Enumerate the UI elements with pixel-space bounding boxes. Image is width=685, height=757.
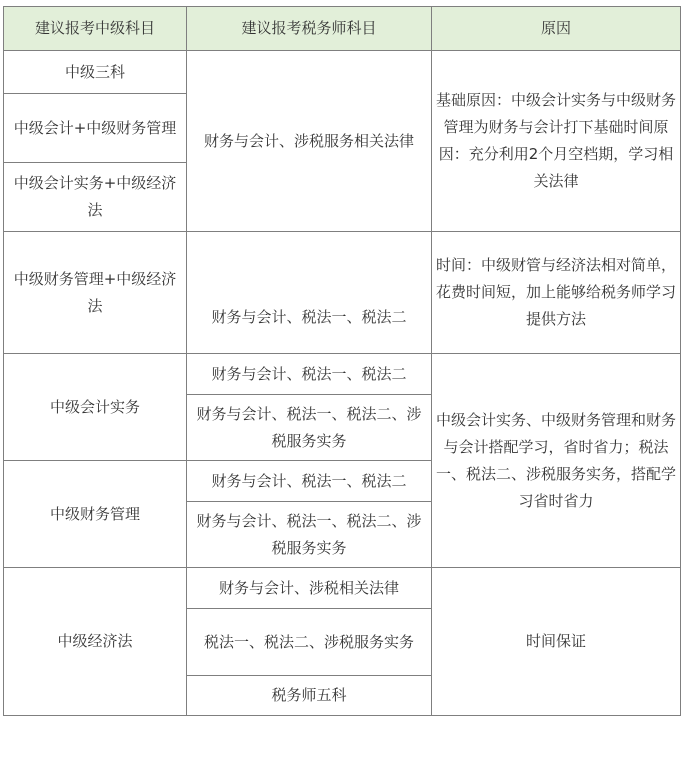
table-row bbox=[4, 51, 681, 94]
table-row bbox=[4, 354, 681, 395]
mid-subject-cell: 中级会计实务 bbox=[4, 354, 187, 461]
mid-subject-cell: 中级财务管理 bbox=[4, 461, 187, 568]
reason-cell: 时间保证 bbox=[432, 568, 681, 716]
tax-subject-cell: 财务与会计、税法一、税法二 bbox=[187, 461, 432, 502]
reason-text: 基础原因：中级会计实务与中级财务管理为财务与会计打下基础时间原因：充分利用2个月空档期，学习相关法律 bbox=[435, 91, 676, 190]
mid-subject-cell: 中级经济法 bbox=[4, 568, 187, 716]
tax-subject-cell: 税务师五科 bbox=[187, 676, 432, 716]
mid-subject-cell: 中级会计+中级财务管理 bbox=[4, 94, 187, 163]
tax-subject-cell: 财务与会计、税法一、税法二 bbox=[187, 232, 432, 354]
tax-subject-cell: 财务与会计、税法一、税法二、涉税服务实务 bbox=[187, 502, 432, 568]
tax-subject-cell: 财务与会计、税法一、税法二 bbox=[187, 354, 432, 395]
table-row bbox=[4, 568, 681, 609]
reason-cell: 中级会计实务、中级财务管理和财务与会计搭配学习，省时省力；税法一、税法二、涉税服务实务，搭配学习省时省力 bbox=[432, 354, 681, 568]
tax-subject-cell: 财务与会计、涉税服务相关法律 bbox=[187, 51, 432, 232]
header-reason: 原因 bbox=[432, 7, 681, 51]
mid-subject-cell: 中级财务管理+中级经济法 bbox=[4, 232, 187, 354]
header-row bbox=[4, 7, 681, 51]
exam-plan-table bbox=[3, 6, 681, 716]
reason-cell bbox=[432, 51, 681, 232]
tax-subject-cell: 财务与会计、税法一、税法二、涉税服务实务 bbox=[187, 395, 432, 461]
reason-cell: 时间：中级财管与经济法相对简单，花费时间短，加上能够给税务师学习提供方法 bbox=[432, 232, 681, 354]
mid-subject-cell: 中级会计实务+中级经济法 bbox=[4, 163, 187, 232]
mid-subject-cell: 中级三科 bbox=[4, 51, 187, 94]
header-mid-subjects: 建议报考中级科目 bbox=[4, 7, 187, 51]
header-tax-subjects: 建议报考税务师科目 bbox=[187, 7, 432, 51]
table-row bbox=[4, 232, 681, 354]
tax-subject-cell: 财务与会计、涉税相关法律 bbox=[187, 568, 432, 609]
tax-subject-cell: 税法一、税法二、涉税服务实务 bbox=[187, 609, 432, 676]
